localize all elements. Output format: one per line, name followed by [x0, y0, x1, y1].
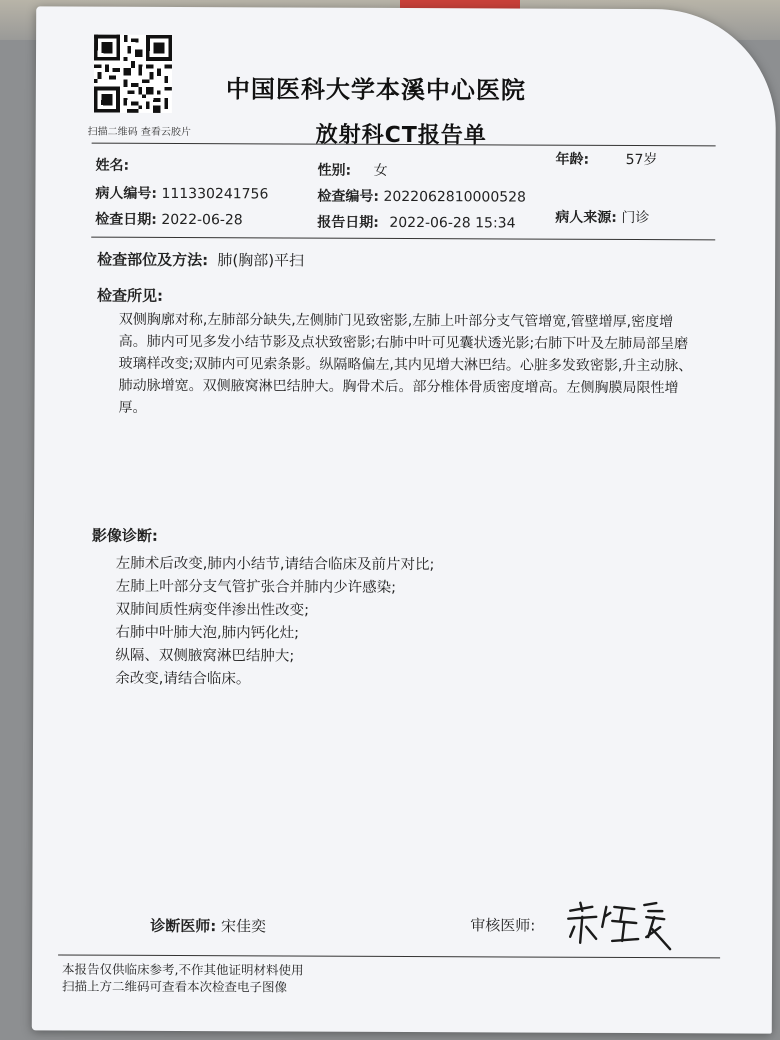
footer-line: 扫描上方二维码可查看本次检查电子图像 — [61, 978, 288, 995]
exam-date-value: 2022-06-28 — [161, 211, 243, 229]
diagnosis-line: 纵隔、双侧腋窝淋巴结肿大; — [115, 647, 295, 665]
exam-date-label: 检查日期: — [95, 211, 157, 228]
diagnosing-physician-name: 宋佳奕 — [220, 917, 267, 936]
gender-label: 性别: — [317, 162, 352, 179]
exam-method-field — [97, 249, 304, 271]
findings-label: 检查所见: — [96, 286, 164, 305]
patient-source-label: 病人来源: — [555, 209, 617, 226]
patient-id-field — [95, 183, 268, 204]
patient-id-label: 病人编号: — [95, 185, 158, 202]
qr-code[interactable] — [94, 35, 172, 113]
diagnosis-line: 左肺术后改变,肺内小结节,请结合临床及前片对比; — [115, 555, 435, 574]
findings-text: 双侧胸廓对称,左肺部分缺失,左侧肺门见致密影,左肺上叶部分支气管增宽,管壁增厚,密度增高。肺内可见多发小结节影及点状致密影;右肺中叶可见囊状透光影;右肺下叶及左肺局部呈磨玻璃样改变;双肺内可见索条影。纵隔略偏左,其内见增大淋巴结。心脏多发致密影,升主动脉、肺动脉增宽。双侧腋窝淋巴结肿大。胸骨术后。部分椎体骨质密度增高。左侧胸膜局限性增厚。 — [118, 311, 693, 416]
gender-value: 女 — [373, 162, 388, 179]
handwritten-signature — [562, 897, 672, 957]
reviewing-physician-label: 审核医师: — [470, 916, 536, 935]
diagnosis-label: 影像诊断: — [91, 526, 158, 545]
patient-name-label: 姓名: — [95, 157, 130, 174]
report-title: 放射科CT报告单 — [315, 122, 487, 149]
exam-date-field — [95, 209, 243, 230]
divider-info — [91, 237, 715, 241]
age-field — [556, 149, 658, 169]
exam-number-label: 检查编号: — [317, 188, 380, 205]
qr-caption: 扫描二维码 查看云胶片 — [87, 126, 191, 139]
report-date-field — [317, 212, 515, 233]
report-date-label: 报告日期: — [317, 214, 379, 231]
diagnosing-physician-label: 诊断医师: — [150, 916, 217, 936]
exam-number-field — [317, 186, 526, 207]
gender-field — [317, 160, 387, 180]
diagnosis-line: 余改变,请结合临床。 — [115, 670, 251, 688]
footer-notes — [62, 961, 304, 996]
footer-line: 本报告仅供临床参考,不作其他证明材料使用 — [62, 961, 304, 978]
hospital-name: 中国医科大学本溪中心医院 — [225, 75, 526, 105]
patient-source-field — [555, 207, 649, 227]
diagnosis-line: 双肺间质性病变伴渗出性改变; — [115, 601, 310, 619]
exam-method-value: 肺(胸部)平扫 — [217, 251, 305, 270]
patient-name-field — [96, 155, 130, 175]
diagnosing-physician — [150, 915, 266, 937]
diagnosis-line: 左肺上叶部分支气管扩张合并肺内少许感染; — [115, 578, 397, 596]
age-label: 年龄: — [555, 151, 590, 168]
age-value: 57岁 — [625, 151, 658, 169]
patient-source-value: 门诊 — [621, 209, 650, 227]
patient-id-value: 111330241756 — [161, 185, 269, 203]
report-paper — [32, 6, 776, 1033]
exam-method-label: 检查部位及方法: — [97, 250, 209, 270]
diagnosis-list — [115, 553, 434, 692]
exam-number-value: 2022062810000528 — [383, 188, 527, 206]
report-date-value: 2022-06-28 15:34 — [389, 214, 516, 232]
diagnosis-line: 右肺中叶肺大泡,肺内钙化灶; — [115, 624, 300, 642]
